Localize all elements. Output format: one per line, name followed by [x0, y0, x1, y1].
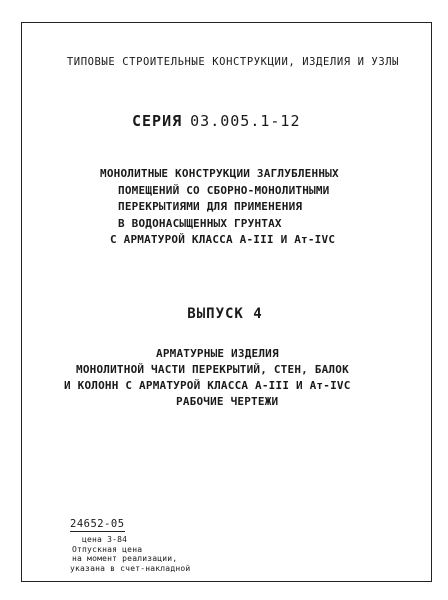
price-info: [70, 512, 190, 573]
title-line-4: В ВОДОНАСЫЩЕННЫХ ГРУНТАХ: [118, 216, 282, 230]
price-note-line-1: Отпускная цена: [72, 544, 143, 554]
issue-line-2: МОНОЛИТНОЙ ЧАСТИ ПЕРЕКРЫТИЙ, СТЕН, БАЛОК: [76, 363, 349, 376]
page-border-frame: [21, 22, 432, 582]
issue-line-3: И КОЛОНН С АРМАТУРОЙ КЛАССА А-III И Ат-IVС: [64, 379, 351, 392]
series-label: СЕРИЯ: [132, 112, 183, 130]
document-number: 24652-05: [70, 518, 125, 530]
price-note-line-2: на момент реализации,: [72, 554, 178, 563]
price-note-line-3: указана в счет-накладной: [70, 563, 191, 573]
price-value: цена 3-84: [82, 535, 128, 544]
title-line-5: С АРМАТУРОЙ КЛАССА А-III И Ат-IVС: [110, 233, 336, 246]
issue-line-1: АРМАТУРНЫЕ ИЗДЕЛИЯ: [156, 347, 279, 360]
document-title: [100, 166, 390, 249]
series-heading: [132, 112, 352, 130]
title-line-2: ПОМЕЩЕНИЙ СО СБОРНО-МОНОЛИТНЫМИ: [118, 183, 330, 197]
issue-heading: ВЫПУСК 4: [187, 306, 263, 322]
title-line-1: МОНОЛИТНЫЕ КОНСТРУКЦИИ ЗАГЛУБЛЕННЫХ: [100, 167, 339, 180]
series-number: 03.005.1-12: [190, 112, 301, 130]
catalog-header: ТИПОВЫЕ СТРОИТЕЛЬНЫЕ КОНСТРУКЦИИ, ИЗДЕЛИЯ И УЗЛЫ: [66, 56, 400, 68]
title-line-3: ПЕРЕКРЫТИЯМИ ДЛЯ ПРИМЕНЕНИЯ: [118, 200, 303, 213]
issue-description: [56, 346, 396, 410]
issue-line-4: РАБОЧИЕ ЧЕРТЕЖИ: [176, 395, 279, 408]
